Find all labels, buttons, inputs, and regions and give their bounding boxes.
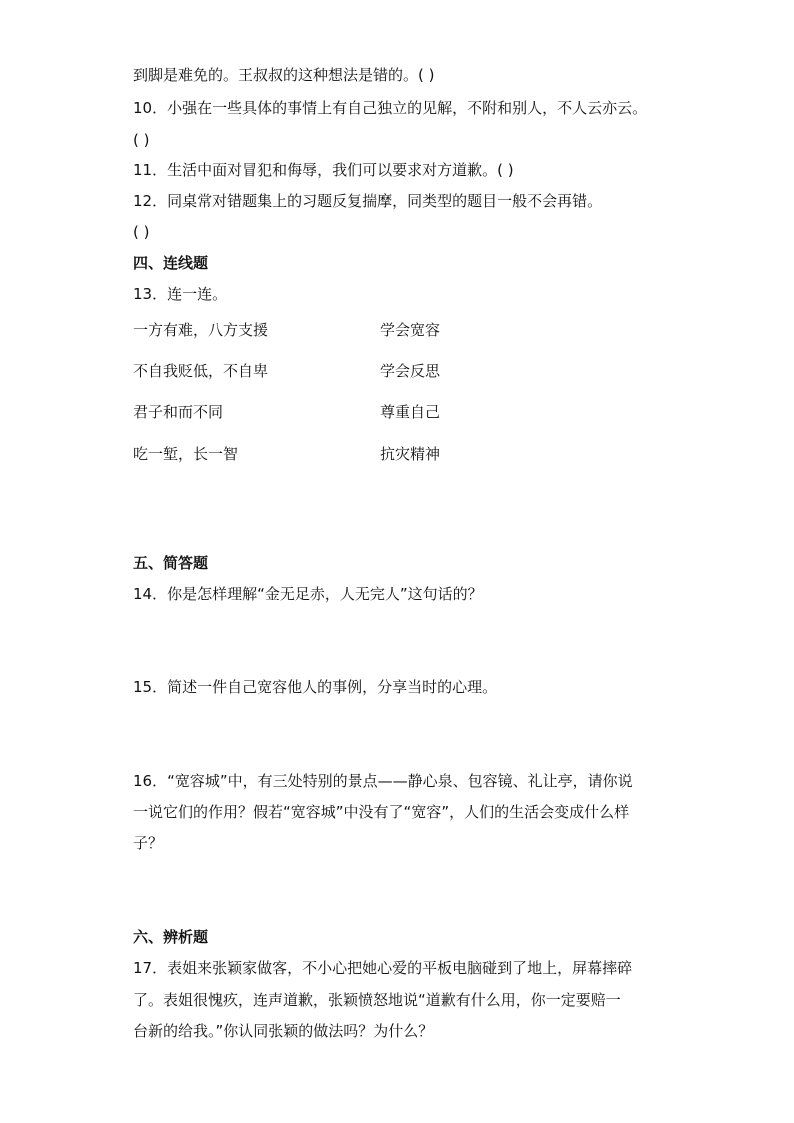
question-15: 15．简述一件自己宽容他人的事例，分享当时的心理。: [133, 678, 498, 696]
question-16: 16．“宽容城”中，有三处特别的景点——静心泉、包容镜、礼让亭，请你说: [133, 772, 633, 790]
question-14: 14．你是怎样理解“金无足赤，人无完人”这句话的？: [133, 585, 483, 603]
matching-right-item: 尊重自己: [380, 403, 441, 421]
question-11: 11．生活中面对冒犯和侮辱，我们可以要求对方道歉。( ): [133, 161, 514, 179]
matching-right-item: 抗灾精神: [380, 445, 441, 463]
question-17-line-3: 台新的给我。”你认同张颖的做法吗？为什么？: [133, 1022, 434, 1040]
section-heading-matching: 四、连线题: [133, 254, 209, 272]
question-16-line-3: 子？: [133, 834, 164, 852]
question-9-tail: 到脚是难免的。王叔叔的这种想法是错的。( ): [133, 66, 435, 84]
matching-left-item: 君子和而不同: [133, 403, 224, 421]
section-heading-analysis: 六、辨析题: [133, 928, 209, 946]
matching-right-item: 学会反思: [380, 362, 441, 380]
matching-right-item: 学会宽容: [380, 321, 441, 339]
matching-left-item: 不自我贬低，不自卑: [133, 362, 269, 380]
section-heading-short-answer: 五、简答题: [133, 554, 209, 572]
question-17-line-2: 了。表姐很愧疚，连声道歉，张颖愤怒地说“道歉有什么用，你一定要赔一: [133, 991, 621, 1009]
question-12: 12．同桌常对错题集上的习题反复揣摩，同类型的题目一般不会再错。: [133, 192, 603, 210]
question-17: 17．表姐来张颖家做客，不小心把她心爱的平板电脑碰到了地上，屏幕摔碎: [133, 959, 633, 977]
question-10: 10．小强在一些具体的事情上有自己独立的见解，不附和别人，不人云亦云。: [133, 99, 648, 117]
question-10-answer-blank: ( ): [133, 131, 150, 149]
question-16-line-2: 一说它们的作用？假若“宽容城”中没有了“宽容”，人们的生活会变成什么样: [133, 803, 630, 821]
question-12-answer-blank: ( ): [133, 223, 150, 241]
matching-left-item: 吃一堑，长一智: [133, 445, 239, 463]
matching-left-item: 一方有难，八方支援: [133, 321, 269, 339]
question-13: 13．连一连。: [133, 285, 228, 303]
